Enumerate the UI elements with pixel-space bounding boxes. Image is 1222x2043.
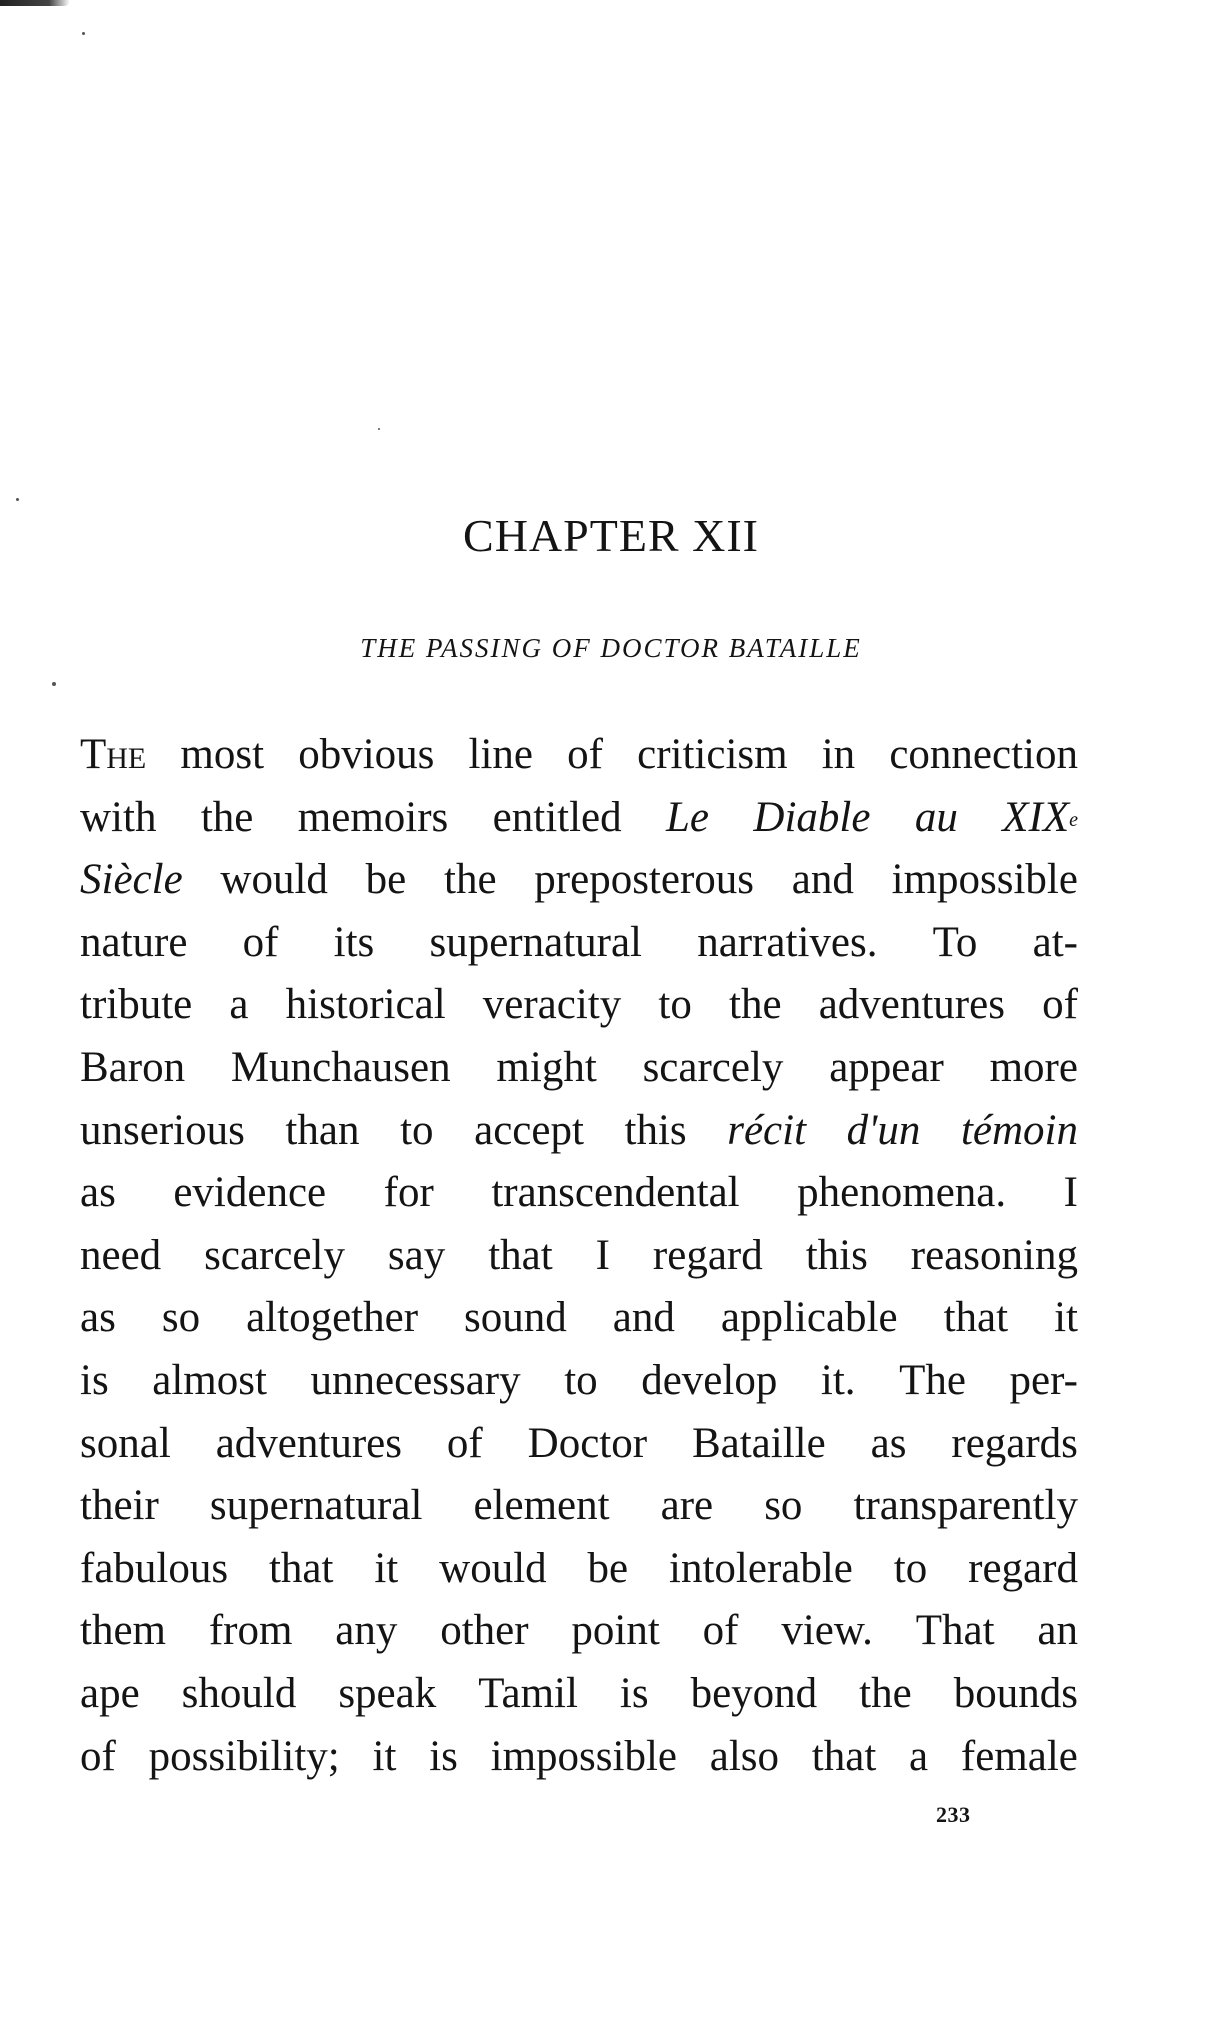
text-line: Baron Munchausen might scarcely appear more [80, 1043, 1078, 1091]
scan-edge-mark [0, 0, 70, 6]
text-line: Siècle would be the preposterous and impossible [80, 856, 1078, 904]
text-line: ape should speak Tamil is beyond the bounds [80, 1669, 1078, 1717]
text-line: of possibility; it is impossible also that a female [80, 1732, 1078, 1780]
chapter-heading: CHAPTER XII [463, 510, 759, 561]
text-line: sonal adventures of Doctor Bataille as regards [80, 1419, 1078, 1467]
text-line: them from any other point of view. That an [80, 1607, 1078, 1655]
text-line: tribute a historical veracity to the adventures of [80, 981, 1078, 1029]
text-line: with the memoirs entitled Le Diable au XIXe [80, 793, 1078, 841]
chapter-title: THE PASSING OF DOCTOR BATAILLE [360, 633, 862, 663]
text-line: need scarcely say that I regard this reasoning [80, 1231, 1078, 1279]
page-number: 233 [936, 1802, 971, 1827]
scan-speck [378, 428, 380, 430]
scan-speck [52, 682, 56, 686]
text-line: nature of its supernatural narratives. To at- [80, 918, 1078, 966]
text-line: unserious than to accept this récit d'un témoin [80, 1106, 1078, 1154]
text-line: as evidence for transcendental phenomena. I [80, 1169, 1078, 1217]
text-line: The most obvious line of criticism in connection [80, 731, 1078, 778]
body-text [80, 724, 1078, 1788]
scan-speck [82, 32, 85, 35]
scan-speck [16, 498, 19, 501]
text-line: as so altogether sound and applicable that it [80, 1294, 1078, 1342]
text-line: fabulous that it would be intolerable to regard [80, 1544, 1078, 1592]
text-line: their supernatural element are so transparently [80, 1482, 1078, 1530]
text-line: is almost unnecessary to develop it. The per- [80, 1356, 1078, 1404]
